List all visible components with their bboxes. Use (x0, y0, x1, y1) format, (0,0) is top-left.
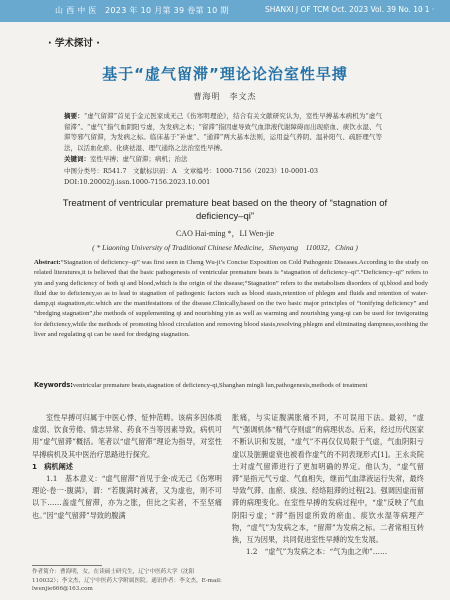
keywords-en-label: Keywords: (34, 381, 73, 389)
abstract-en (34, 258, 428, 340)
keywords-cn (64, 154, 188, 163)
authors-cn: 曹海明 李文杰 (193, 92, 257, 101)
abstract-en-label: Abstract: (34, 259, 61, 266)
footnote-rule (32, 565, 102, 566)
paragraph-1-2: 1.2 “虚气”为发病之本：“气为血之帅”…… (246, 547, 388, 557)
affiliation-en: ( * Liaoning University of Traditional Chinese Medicine，Shenyang 110032，China ) (92, 243, 358, 252)
page-number: · 1 · (420, 5, 435, 14)
intro-paragraph: 室性早搏可归属于中医心悸、怔忡范畴。该病多因体质虚弱、饮食劳倦、情志异常、药食不当等因素导致，病机可用“虚气留滞”概括。笔者以“虚气留滞”理论为指导，对室性早搏病机及其中医治疗思路进行探究。 (32, 413, 222, 459)
abstract-cn-text: “虚气留滞”首见于金元医家成无己《伤寒明理论》，结合有关文献研究认为，室性早搏基本病机为“虚气留滞”。“虚气”指气血阴阳亏虚，为发病之本；“留滞”指因虚导致气血津液代谢障碍而出现瘀血、痰饮水湿、气滞等邪气留滞，为发病之标。临床基于“补虚”、“通滞”两大基本法则，运用益气养阴、温补阳气、疏肝理气等法，以活血化瘀、化痰祛湿、理气通络之法治室性早搏。 (64, 112, 382, 152)
section-label: · 学术探讨 · (48, 38, 100, 49)
abstract-cn-label: 摘要： (64, 112, 84, 120)
header-journal-cn: 山 西 中 医 2023 年 10 月第 39 卷第 10 期 (55, 6, 229, 15)
doi: DOI:10.20002/j.issn.1000-7156.2023.10.001 (64, 178, 211, 186)
author-footnote: 作者简介：曹海明，女，在读硕士研究生，辽宁中医药大学（沈阳 110032）；李文杰，辽宁中医药大学附属医院。通讯作者：李文杰，E-mail: lwenjie666@163.com (32, 569, 222, 593)
header-journal-en: SHANXI J OF TCM Oct. 2023 Vol. 39 No. 10 (265, 5, 423, 14)
paragraph-right-1: 胀痛，与实证腹满胀痛不同，不可误用下法。最初，“虚气”强调机体“精气夺则虚”的病理状态。后来，经过历代医家不断认识和发展，“虚气”不再仅仅局限于气虚，气血阴阳亏虚以及脏腑虚衰也被看作虚气的不同表现形式[1]。王永炎院士对虚气留滞进行了更加明确的界定。他认为，“虚气留滞”是指元气亏虚、气血相失，继而气血津液运行失常，最终导致气滞、血瘀、痰浊、经络阻滞的过程[2]。强调因虚而留滞的病理变化。在室性早搏的发病过程中，“虚”反映了气血阴阳亏虚；“滞”指因虚所致的瘀血、痰饮水湿等病理产物，“虚气”为发病之本，“留滞”为发病之标。二者常相互转换，互为因果，共同促进室性早搏的发生发展。 (232, 413, 424, 545)
article-title-en: Treatment of ventricular premature beat based on the theory of “stagnation of deficiency–qi” (62, 198, 388, 222)
heading-pathogenesis: 1 病机阐述 (32, 461, 73, 471)
body-column-right (232, 412, 424, 558)
abstract-cn (64, 111, 382, 153)
body-column-left (32, 412, 222, 522)
running-header (0, 0, 450, 22)
abstract-en-text: “Stagnation of deficiency–qi” was first seen in Cheng Wu-ji’s Concise Exposition on Cold Pathogenic Diseases.According to the study on related literatures,it is believed that the basic pathogenesis of ventricular premature beats is “stagnation of deficiency–qi”.“Deficiency–qi” refers to yin and yang deficiency of both qi and blood,which is the origin of the disease;“Stagnation” refers to the metabolism disorders of qi,blood and body fluid due to deficiency,so as to lead to stagnation of pathogenic factors such as blood stasis,retention of phlegm and fluids and retention of water-damp,qi stagnation,etc.which are the manifestations of the disease.Clinically,based on the two basic major principles of “tonifying deficiency” and “dredging stagnation”,the methods of supplementing qi and nourishing yin as well as warming and nourishing yang-qi can be used for invigorating for deficiency,while the methods of promoting blood circulation and removing blood stasis,resolving phlegm and eliminating dampness,soothing the liver and regulating qi can be used for dredging stagnation. (34, 259, 428, 339)
article-title-cn: 基于“虚气留滞”理论论治室性早搏 (102, 65, 348, 83)
keywords-cn-label: 关键词： (64, 155, 90, 163)
keywords-cn-text: 室性早搏；虚气留滞；病机；治法 (90, 155, 188, 163)
keywords-en (34, 380, 428, 391)
paragraph-1-1: 1.1 基本意义：“虚气留滞”首见于金·成无己《伤寒明理论·卷一·腹满》，谓：“若腹满时减者，又为虚也，则不可以下……盖虚气留滞，亦为之胀，但比之实者，不至坚痛也。”因“虚气留滞”导致的腹满 (32, 474, 222, 520)
classification-cn: 中图分类号：R541.7 文献标识码：A 文章编号：1000-7156（2023）10-0001-03 (64, 167, 318, 175)
authors-en: CAO Hai-ming *，LI Wen-jie (175, 229, 275, 238)
keywords-en-text: ventricular premature beats,stagnation of deficiency-qi,Shanghan mingli lun,pathogenesis,methods of treatment (72, 382, 368, 389)
